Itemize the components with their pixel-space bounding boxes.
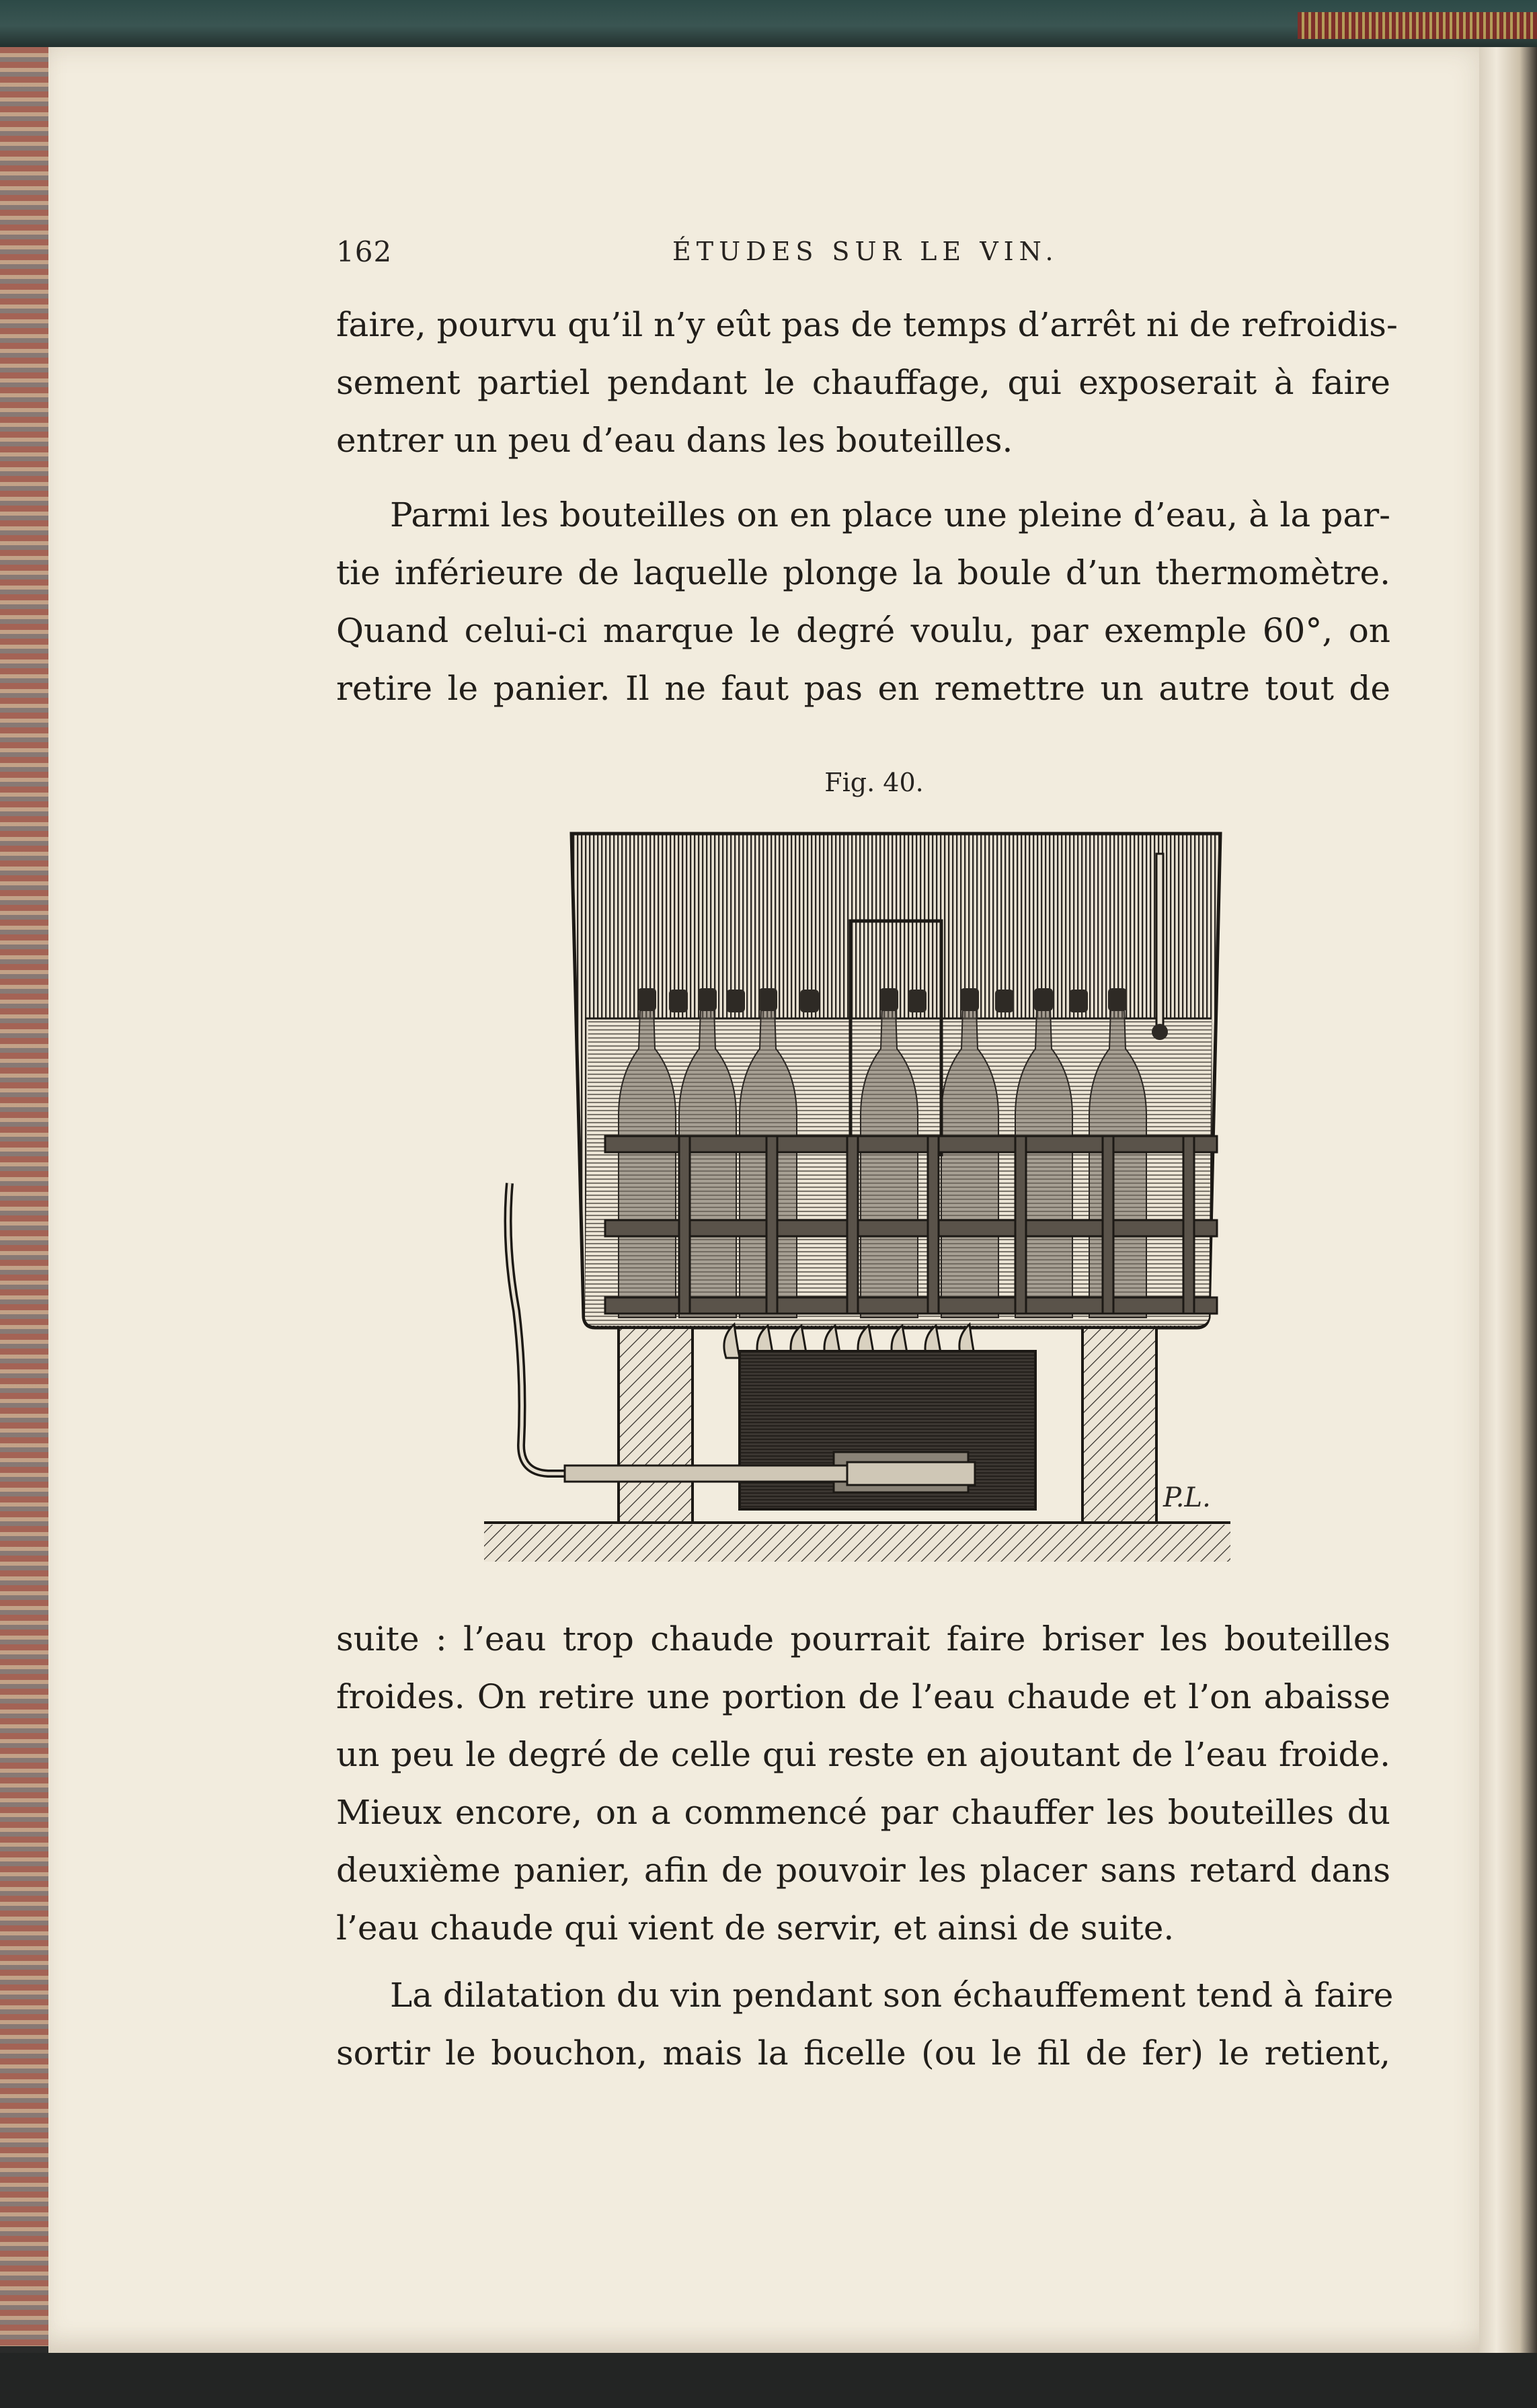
paragraph-second: [336, 486, 1390, 717]
text-line: La dilatation du vin pendant son échauffement tend à faire: [390, 1976, 1394, 2015]
text-line: suite : l’eau trop chaude pourrait faire briser les bouteilles: [336, 1619, 1390, 1658]
marbled-page-edge: [0, 47, 48, 2346]
text-line: tie inférieure de laquelle plonge la boule d’un thermomètre.: [336, 553, 1390, 592]
text-line: deuxième panier, afin de pouvoir les placer sans retard dans: [336, 1851, 1390, 1890]
page-number: 162: [336, 235, 393, 268]
text-line: Mieux encore, on a commencé par chauffer les bouteilles du: [336, 1793, 1390, 1832]
paragraph-after-figure: [336, 1610, 1390, 1957]
running-title: ÉTUDES SUR LE VIN.: [672, 237, 1059, 266]
text-line: sortir le bouchon, mais la ficelle (ou le fil de fer) le retient,: [336, 2034, 1390, 2073]
ground-hatching: [484, 1523, 1230, 1562]
paragraph-top: [336, 296, 1398, 469]
text-line: retire le panier. Il ne faut pas en remettre un autre tout de: [336, 669, 1390, 708]
text-line: faire, pourvu qu’il n’y eût pas de temps d’arrêt ni de refroidis-: [336, 305, 1398, 344]
paragraph-last: [336, 1966, 1394, 2082]
page-gutter-shadow: [1479, 47, 1537, 2353]
background-bottom: [0, 2353, 1537, 2408]
text-line: Parmi les bouteilles on en place une pleine d’eau, à la par-: [390, 495, 1390, 534]
figure-caption: Fig. 40.: [824, 768, 924, 797]
text-line: un peu le degré de celle qui reste en ajoutant de l’eau froide.: [336, 1735, 1390, 1774]
text-line: sement partiel pendant le chauffage, qui exposerait à faire: [336, 363, 1390, 402]
text-line: entrer un peu d’eau dans les bouteilles.: [336, 421, 1013, 460]
text-line: l’eau chaude qui vient de servir, et ainsi de suite.: [336, 1909, 1175, 1948]
book-headband: [1298, 12, 1537, 39]
text-line: froides. On retire une portion de l’eau chaude et l’on abaisse: [336, 1677, 1390, 1716]
engraver-signature: P.L.: [1163, 1482, 1211, 1513]
text-line: Quand celui-ci marque le degré voulu, par exemple 60°, on: [336, 611, 1390, 650]
figure-illustration: [484, 827, 1237, 1573]
